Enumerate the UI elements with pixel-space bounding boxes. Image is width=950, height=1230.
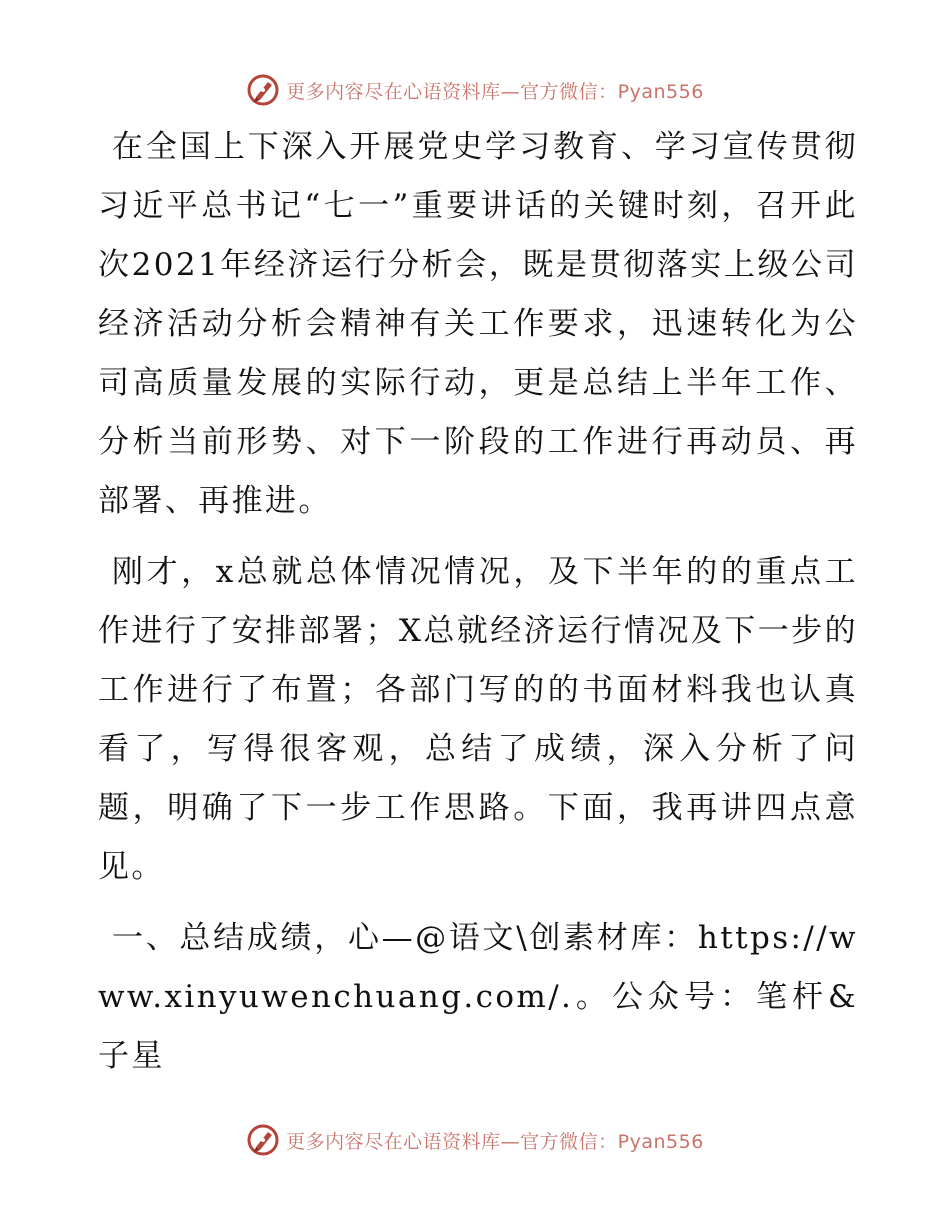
footer-banner	[0, 1120, 950, 1160]
footer-banner-left: 更多内容尽在心语资料库	[286, 1130, 501, 1153]
footer-banner-right: 官方微信：Pyan556	[520, 1130, 704, 1153]
paragraph-2: 刚才，x总就总体情况情况，及下半年的的重点工作进行了安排部署；X总就经济运行情况及下一步的工作进行了布置；各部门写的的书面材料我也认真看了，写得很客观，总结了成绩，深入分析了问题，明确了下一步工作思路。下面，我再讲四点意见。	[98, 554, 858, 885]
footer-banner-dash: —	[500, 1130, 521, 1153]
footer-banner-text	[286, 1127, 704, 1154]
document-body	[98, 118, 858, 1086]
header-banner	[0, 70, 950, 110]
header-banner-left: 更多内容尽在心语资料库	[286, 80, 501, 103]
header-banner-right: 官方微信：Pyan556	[520, 80, 704, 103]
header-banner-text	[286, 77, 704, 104]
paragraph-3: 一、总结成绩，心—@语文\创素材库：https://www.xinyuwenchuang.com/.。公众号：笔杆&子星	[98, 920, 858, 1074]
pen-nib-logo-icon	[246, 73, 280, 107]
header-banner-dash: —	[500, 80, 521, 103]
pen-nib-logo-icon	[246, 1123, 280, 1157]
paragraph-1: 在全国上下深入开展党史学习教育、学习宣传贯彻习近平总书记“七一”重要讲话的关键时刻，召开此次2021年经济运行分析会，既是贯彻落实上级公司经济活动分析会精神有关工作要求，迅速转化为公司高质量发展的实际行动，更是总结上半年工作、分析当前形势、对下一阶段的工作进行再动员、再部署、再推进。	[98, 129, 858, 519]
